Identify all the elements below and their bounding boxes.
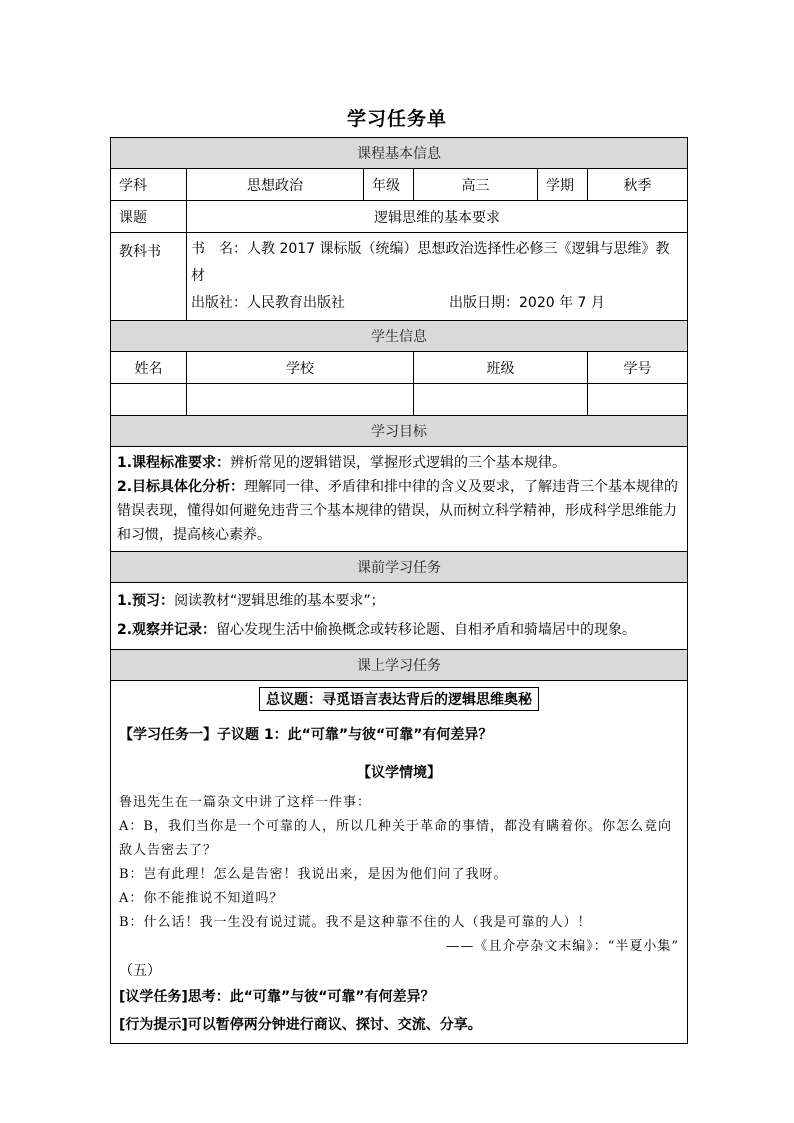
- context-line-1: 鲁迅先生在一篇杂文中讲了这样一件事：: [119, 795, 372, 810]
- context-source: ——《且介亭杂文末编》：“半夏小集”: [446, 939, 680, 954]
- context-source-tail: （五）: [119, 963, 161, 979]
- pre-task-cell: [111, 583, 688, 650]
- textbook-label: 教科书: [111, 233, 187, 321]
- class-field[interactable]: [414, 384, 588, 416]
- name-field[interactable]: [111, 384, 187, 416]
- subject-label: 学科: [111, 169, 187, 201]
- goal-2: 2.目标具体化分析：理解同一律、矛盾律和排中律的含义及要求，了解违背三个基本规律的错误表现，懂得如何避免违背三个基本规律的错误，从而树立科学精神，形成科学思维能力和习惯，提高核心素养。: [117, 479, 679, 543]
- section-pre-task: 课前学习任务: [111, 552, 688, 583]
- goal-1: 1.课程标准要求：辨析常见的逻辑错误，掌握形式逻辑的三个基本规律。: [117, 455, 567, 471]
- publisher: 出版社：人民教育出版社: [191, 295, 345, 311]
- context-title: 【议学情境】: [357, 765, 442, 781]
- school-label: 学校: [187, 352, 414, 384]
- think-task: [议学任务]思考：此“可靠”与彼“可靠”有何差异？: [119, 989, 435, 1005]
- term-value: 秋季: [588, 169, 688, 201]
- goals-cell: [111, 447, 688, 552]
- grade-value: 高三: [414, 169, 538, 201]
- school-field[interactable]: [187, 384, 414, 416]
- action-hint: [行为提示]可以暂停两分钟进行商议、探讨、交流、分享。: [119, 1017, 482, 1033]
- in-class-cell: [111, 681, 688, 1044]
- task1-title: 【学习任务一】子议题 1：此“可靠”与彼“可靠”有何差异？: [119, 727, 493, 743]
- grade-label: 年级: [364, 169, 414, 201]
- context-line-2: A：B，我们当你是一个可靠的人，所以几种关于革命的事情，都没有瞒着你。你怎么竟向敌人告密去了？: [119, 819, 672, 858]
- pre-task-1: 1.预习：阅读教材“逻辑思维的基本要求”；: [117, 593, 385, 609]
- term-label: 学期: [538, 169, 588, 201]
- publisher-row: [191, 290, 683, 317]
- textbook-name: 书 名：人教 2017 课标版（统编）思想政治选择性必修三《逻辑与思维》教材: [191, 241, 670, 284]
- section-goals: 学习目标: [111, 416, 688, 447]
- section-student-info: 学生信息: [111, 321, 688, 352]
- textbook-cell: [187, 233, 688, 321]
- subject-value: 思想政治: [187, 169, 364, 201]
- section-in-class: 课上学习任务: [111, 650, 688, 681]
- page-title: 学习任务单: [346, 108, 447, 130]
- publish-date: 出版日期：2020 年 7 月: [449, 295, 605, 311]
- topic-value: 逻辑思维的基本要求: [187, 201, 688, 233]
- section-course-info: 课程基本信息: [111, 138, 688, 169]
- context-line-3: B：岂有此理！怎么是告密！我说出来，是因为他们问了我呀。: [119, 867, 508, 882]
- context-line-5: B：什么话！我一生没有说过谎。我不是这种靠不住的人（我是可靠的人）！: [119, 915, 592, 930]
- task-sheet-table: [110, 137, 688, 1044]
- id-field[interactable]: [588, 384, 688, 416]
- pre-task-2: 2.观察并记录：留心发现生活中偷换概念或转移论题、自相矛盾和骑墙居中的现象。: [117, 622, 637, 638]
- topic-label: 课题: [111, 201, 187, 233]
- main-topic: 总议题：寻觅语言表达背后的逻辑思维奥秘: [259, 687, 539, 711]
- context-line-4: A：你不能推说不知道吗？: [119, 891, 284, 906]
- name-label: 姓名: [111, 352, 187, 384]
- id-label: 学号: [588, 352, 688, 384]
- class-label: 班级: [414, 352, 588, 384]
